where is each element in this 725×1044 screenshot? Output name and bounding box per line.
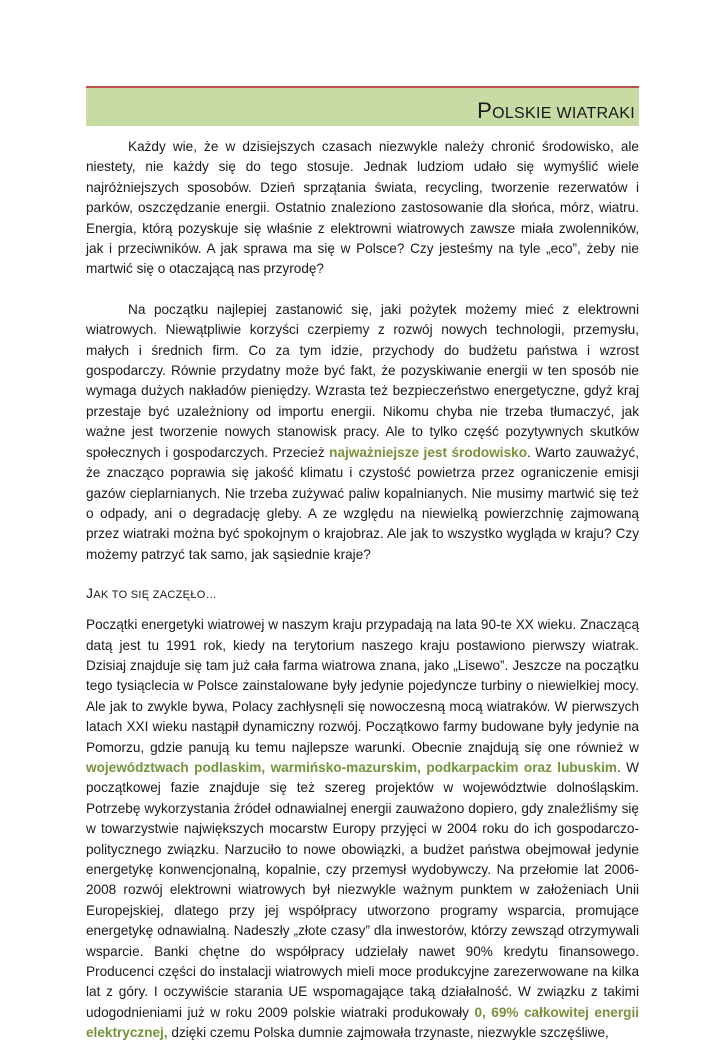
title-initial: P bbox=[477, 98, 493, 123]
paragraph-benefits bbox=[86, 300, 639, 565]
page-title bbox=[477, 98, 635, 124]
paragraph-history-text-3: dzięki czemu Polska dumnie zajmowała trzynaste, niezwykle szczęśliwe, bbox=[167, 1025, 609, 1041]
paragraph-benefits-text-1: Na początku najlepiej zastanowić się, jaki pożytek możemy mieć z elektrowni wiatrowych. Niewątpliwie korzyści czerpiemy z rozwój nowych technologii, przemysłu, małych i średnich firm. Co za tym idzie, przychody do budżetu państwa i wzrost gospodarczy. Równie przydatny może być fakt, że pozyskiwanie energii w ten sposób nie wymaga dużych nakładów pieniędzy. Wzrasta też bezpieczeństwo energetyczne, gdyż kraj przestaje być uzależniony od importu energii. Nikomu chyba nie trzeba tłumaczyć, jak ważne jest tworzenie nowych stanowisk pracy. Ale to tylko część pozytywnych skutków społecznych i gospodarczych. Przecież bbox=[86, 301, 639, 460]
paragraph-history bbox=[86, 615, 639, 1044]
title-banner bbox=[86, 86, 639, 126]
document-body bbox=[86, 137, 639, 1044]
highlight-energy-share: 0, 69% całkowitej energii elektrycznej, bbox=[86, 1004, 639, 1041]
heading-rest: AK TO SIĘ ZACZĘŁO… bbox=[93, 589, 217, 602]
paragraph-intro: Każdy wie, że w dzisiejszych czasach niezwykle należy chronić środowisko, ale niestety, nie każdy się do tego stosuje. Jednak ludziom udało się wymyślić wiele najróżniejszych sposobów. Dzień sprzątania świata, recycling, tworzenie rezerwatów i parków, oszczędzanie energii. Ostatnio znaleziono zastosowanie dla słońca, mórz, wiatru. Energia, którą pozyskuje się właśnie z elektrowni wiatrowych zawsze miała zwolenników, jak i przeciwników. A jak sprawa ma się w Polsce? Czy jesteśmy na tyle „eco”, żeby nie martwić się o otaczającą nas przyrodę? bbox=[86, 139, 639, 277]
title-rest: OLSKIE WIATRAKI bbox=[492, 105, 635, 122]
highlight-voivodeships: województwach podlaskim, warmińsko-mazurskim, podkarpackim oraz lubuskim bbox=[86, 759, 617, 775]
heading-initial: J bbox=[86, 585, 94, 602]
paragraph-history-text-1: Początki energetyki wiatrowej w naszym kraju przypadają na lata 90-te XX wieku. Znaczącą datą jest tu 1991 rok, kiedy na terytorium naszego kraju postawiono pierwszy wiatrak. Dzisiaj znajduje się tam już cała farma wiatrowa znana, jako „Lisewo”. Jeszcze na początku tego tysiąclecia w Polsce zainstalowane były jedynie pojedyncze turbiny o niewielkiej mocy. Ale jak to zwykle bywa, Polacy zachłysnęli się nowoczesną mocą wiatraków. W pierwszych latach XXI wieku nastąpił dynamiczny rozwój. Początkowo farmy budowane były jedynie na Pomorzu, gdzie panują ku temu najlepsze warunki. Obecnie znajdują się one również w bbox=[86, 617, 639, 755]
section-heading bbox=[86, 583, 639, 605]
paragraph-benefits-text-2: . Warto zauważyć, że znacząco poprawia się jakość klimatu i czystość powietrza przez ograniczenie emisji gazów cieplarnianych. Nie trzeba zużywać paliw kopalnianych. Nie musimy martwić się też o odpady, ani o degradację gleby. A ze względu na niewielką powierzchnię zajmowaną przez wiatraki można być spokojnym o krajobraz. Ale jak to wszystko wygląda w kraju? Czy możemy patrzyć tak samo, jak sąsiednie kraje? bbox=[86, 444, 639, 562]
paragraph-history-text-2: . W początkowej fazie znajduje się też szereg projektów w województwie dolnośląskim. Potrzebę wykorzystania źródeł odnawialnej energii zauważono dopiero, gdy znaleźliśmy się w towarzystwie największych mocarstw Europy przyjęci w 2004 roku do ich gospodarczo-politycznego związku. Narzuciło to nowe obowiązki, a budżet państwa obejmował jedynie energetykę konwencjonalną, kopalnie, czy przemysł wydobywczy. Na przełomie lat 2006-2008 rozwój elektrowni wiatrowych był niezwykle ważnym punktem w założeniach Unii Europejskiej, dlatego przy jej współpracy utworzono programy wsparcia, promujące energetykę odnawialną. Nadeszły „złote czasy” dla inwestorów, którzy zewsząd otrzymywali wsparcie. Banki chętne do współpracy udzielały nawet 90% kredytu finansowego. Producenci części do instalacji wiatrowych mieli moce produkcyjne zarezerwowane na kilka lat z góry. I oczywiście starania UE wspomagające taką działalność. W związku z takimi udogodnieniami już w roku 2009 polskie wiatraki produkowały bbox=[86, 759, 639, 1020]
highlight-environment: najważniejsze jest środowisko bbox=[329, 444, 528, 460]
